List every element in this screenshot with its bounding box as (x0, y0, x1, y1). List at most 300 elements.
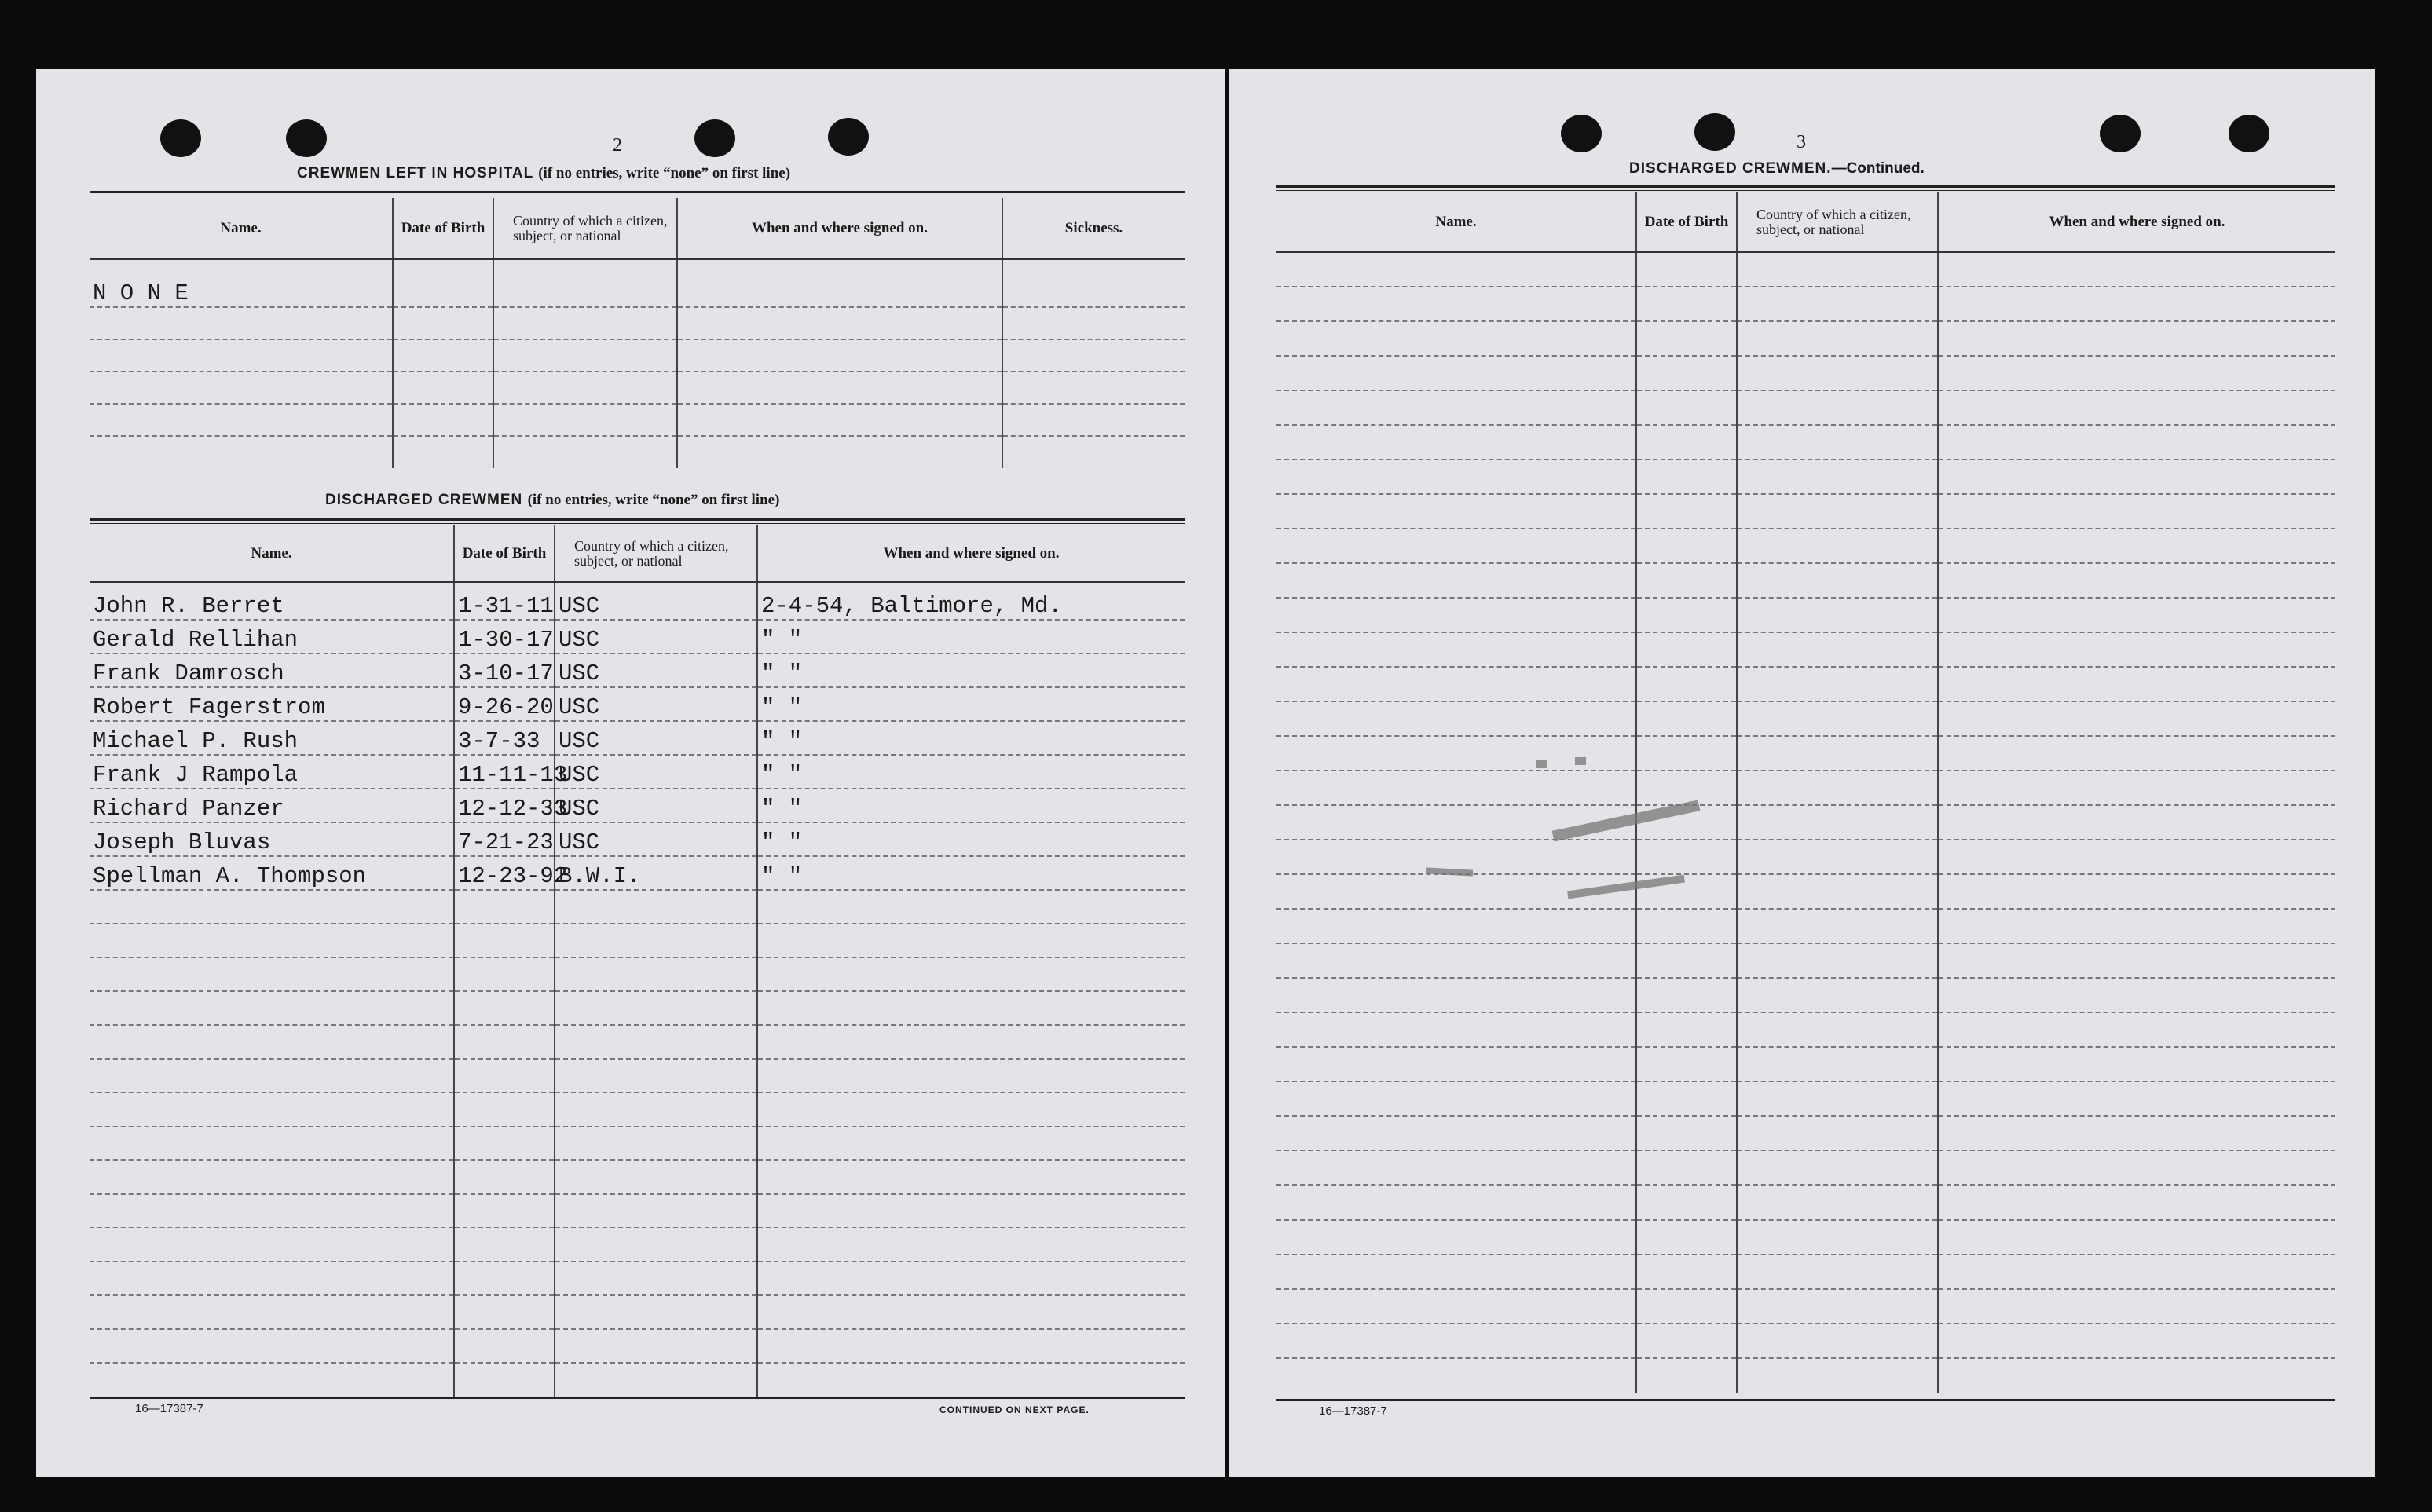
header-name: Name. (1276, 192, 1636, 252)
cell-name (90, 372, 393, 404)
table-row (1276, 459, 2335, 494)
cell-signed (1938, 840, 2335, 874)
cell-dob (454, 1160, 555, 1194)
cell-dob (1636, 667, 1737, 701)
cell-dob (393, 307, 493, 339)
cell-name (90, 307, 393, 339)
cell-name (90, 1363, 454, 1397)
cell-name (1276, 563, 1636, 598)
cell-name (1276, 1151, 1636, 1185)
cell-name: Frank Damrosch (90, 653, 454, 687)
cell-name (90, 924, 454, 957)
cell-name (90, 436, 393, 468)
table-row (90, 1160, 1185, 1194)
cell-signed (1938, 1254, 2335, 1289)
table-row (90, 1295, 1185, 1329)
table-header-row (1276, 192, 2335, 252)
cell-country (555, 1025, 757, 1059)
table-row (90, 653, 1185, 687)
punch-hole (828, 118, 869, 156)
cell-dob (393, 339, 493, 372)
hospital-subtitle-text: (if no entries, write “none” on first line) (538, 165, 791, 181)
cell-signed (1938, 1220, 2335, 1254)
cell-country (1737, 563, 1938, 598)
cell-name (1276, 494, 1636, 529)
cell-dob (454, 1329, 555, 1363)
cell-dob (454, 1228, 555, 1261)
cell-signed (1938, 1358, 2335, 1393)
cell-country (1737, 529, 1938, 563)
cell-name (1276, 1220, 1636, 1254)
table-row (1276, 321, 2335, 356)
page-number: 3 (1797, 132, 1806, 152)
cell-name: Michael P. Rush (90, 721, 454, 755)
hospital-table (90, 198, 1185, 468)
cell-name (1276, 1047, 1636, 1082)
header-dob: Date of Birth (393, 198, 493, 259)
cell-country (1737, 1254, 1938, 1289)
cell-name (1276, 252, 1636, 287)
cell-signed (1938, 943, 2335, 978)
header-country (555, 525, 757, 582)
cell-dob (454, 1059, 555, 1093)
cell-signed (1938, 529, 2335, 563)
cell-signed (1938, 1047, 2335, 1082)
form-code: 16—17387-7 (1319, 1404, 1387, 1418)
cell-country (1737, 425, 1938, 459)
cell-country (1737, 1289, 1938, 1323)
cell-name (1276, 321, 1636, 356)
cell-name (1276, 459, 1636, 494)
cell-signed (677, 436, 1002, 468)
cell-signed (1938, 356, 2335, 390)
table-row (90, 1093, 1185, 1126)
cell-signed: " " (757, 687, 1185, 721)
cell-country (1737, 598, 1938, 632)
cell-name (90, 890, 454, 924)
cell-country (1737, 390, 1938, 425)
table-top-rule (90, 191, 1185, 193)
cell-country (555, 1329, 757, 1363)
cell-name (1276, 1254, 1636, 1289)
cell-country (1737, 978, 1938, 1012)
cell-dob (1636, 1323, 1737, 1358)
cell-name (1276, 632, 1636, 667)
cell-country (1737, 840, 1938, 874)
cell-signed (677, 404, 1002, 436)
cell-dob (1636, 563, 1737, 598)
cell-name: John R. Berret (90, 582, 454, 620)
cell-dob (1636, 1289, 1737, 1323)
punch-hole (160, 119, 201, 157)
cell-country (1737, 874, 1938, 909)
cell-dob (454, 1126, 555, 1160)
cell-dob (1636, 632, 1737, 667)
table-row (90, 890, 1185, 924)
table-row (90, 1363, 1185, 1397)
cell-signed (1938, 494, 2335, 529)
cell-country (1737, 356, 1938, 390)
table-row (90, 307, 1185, 339)
cell-signed (1938, 805, 2335, 840)
cell-dob (1636, 529, 1737, 563)
cell-country (555, 924, 757, 957)
table-row (90, 856, 1185, 890)
cell-name: Gerald Rellihan (90, 620, 454, 653)
cell-name (90, 957, 454, 991)
header-sickness: Sickness. (1002, 198, 1185, 259)
hospital-section-title (297, 165, 790, 182)
form-page-left (36, 69, 1225, 1477)
table-row (90, 1261, 1185, 1295)
cell-name (1276, 1082, 1636, 1116)
faded-stamp-mark (1394, 729, 1724, 917)
table-top-rule (1276, 190, 2335, 191)
table-row (1276, 1220, 2335, 1254)
punch-hole (1694, 113, 1735, 151)
cell-country (1737, 1012, 1938, 1047)
cell-country (1737, 1151, 1938, 1185)
cell-signed (677, 339, 1002, 372)
cell-country (493, 259, 677, 307)
cell-country (1737, 736, 1938, 771)
cell-signed: " " (757, 653, 1185, 687)
cell-name (1276, 978, 1636, 1012)
punch-hole (694, 119, 735, 157)
cell-signed: " " (757, 620, 1185, 653)
cell-signed (757, 1093, 1185, 1126)
table-row (90, 1194, 1185, 1228)
table-row (1276, 1358, 2335, 1393)
cell-dob (1636, 1047, 1737, 1082)
cell-signed (757, 991, 1185, 1025)
cell-name (1276, 425, 1636, 459)
cell-sickness (1002, 436, 1185, 468)
cell-signed (1938, 701, 2335, 736)
cell-country (1737, 909, 1938, 943)
cell-signed (1938, 1289, 2335, 1323)
punch-hole (2229, 115, 2269, 152)
cell-dob (454, 1363, 555, 1397)
cell-name (1276, 356, 1636, 390)
cell-signed: " " (757, 789, 1185, 822)
cell-country (555, 1160, 757, 1194)
cell-signed (757, 924, 1185, 957)
cell-country (1737, 459, 1938, 494)
cell-country (493, 307, 677, 339)
cell-name (1276, 390, 1636, 425)
cell-signed (1938, 1012, 2335, 1047)
cell-sickness (1002, 339, 1185, 372)
cell-dob (393, 436, 493, 468)
cell-signed (757, 1261, 1185, 1295)
table-row (1276, 1047, 2335, 1082)
cell-country (555, 1363, 757, 1397)
cell-name (90, 339, 393, 372)
continued-suffix: —Continued. (1831, 160, 1925, 177)
header-signed: When and where signed on. (757, 525, 1185, 582)
table-header-row (90, 198, 1185, 259)
cell-country (1737, 321, 1938, 356)
table-row (1276, 252, 2335, 287)
cell-name (1276, 598, 1636, 632)
cell-signed (757, 1295, 1185, 1329)
header-signed: When and where signed on. (1938, 192, 2335, 252)
cell-country: USC (555, 721, 757, 755)
cell-name (1276, 1185, 1636, 1220)
discharged-continued-title (1629, 160, 1925, 178)
cell-dob (454, 890, 555, 924)
cell-name (1276, 667, 1636, 701)
cell-dob: 12-12-33 (454, 789, 555, 822)
cell-country: USC (555, 755, 757, 789)
cell-country (555, 1295, 757, 1329)
cell-country (555, 1228, 757, 1261)
cell-country: USC (555, 822, 757, 856)
cell-dob (454, 1261, 555, 1295)
cell-country: USC (555, 582, 757, 620)
cell-country (1737, 1082, 1938, 1116)
cell-dob (1636, 425, 1737, 459)
cell-country: B.W.I. (555, 856, 757, 890)
cell-dob (1636, 1358, 1737, 1393)
table-bottom-rule (1276, 1399, 2335, 1401)
table-row (90, 1025, 1185, 1059)
header-signed: When and where signed on. (677, 198, 1002, 259)
cell-sickness (1002, 372, 1185, 404)
cell-dob (1636, 1185, 1737, 1220)
table-row (90, 259, 1185, 307)
cell-dob (1636, 598, 1737, 632)
cell-signed (1938, 1323, 2335, 1358)
table-row (1276, 529, 2335, 563)
cell-name (1276, 1358, 1636, 1393)
page-number: 2 (613, 135, 622, 156)
cell-dob (1636, 287, 1737, 321)
cell-signed (757, 1329, 1185, 1363)
cell-signed (1938, 874, 2335, 909)
cell-signed (757, 1059, 1185, 1093)
cell-name (90, 404, 393, 436)
cell-dob (1636, 459, 1737, 494)
cell-country (1737, 1116, 1938, 1151)
cell-dob (1636, 390, 1737, 425)
table-row (90, 404, 1185, 436)
cell-signed: " " (757, 822, 1185, 856)
cell-signed: " " (757, 755, 1185, 789)
cell-dob (454, 957, 555, 991)
cell-dob (1636, 321, 1737, 356)
cell-dob (1636, 1220, 1737, 1254)
cell-country (493, 339, 677, 372)
cell-name (90, 1329, 454, 1363)
cell-signed (677, 372, 1002, 404)
table-row (1276, 563, 2335, 598)
cell-country (1737, 252, 1938, 287)
cell-name (1276, 529, 1636, 563)
cell-dob: 1-31-11 (454, 582, 555, 620)
table-row (1276, 287, 2335, 321)
table-row (1276, 1323, 2335, 1358)
cell-country: USC (555, 620, 757, 653)
table-top-rule (90, 523, 1185, 524)
table-row (90, 620, 1185, 653)
form-page-right (1229, 69, 2375, 1477)
cell-dob: 9-26-20 (454, 687, 555, 721)
cell-name: Joseph Bluvas (90, 822, 454, 856)
cell-signed (1938, 598, 2335, 632)
cell-dob (454, 1093, 555, 1126)
cell-name: Spellman A. Thompson (90, 856, 454, 890)
cell-name: Richard Panzer (90, 789, 454, 822)
table-row (90, 822, 1185, 856)
cell-signed (1938, 771, 2335, 805)
punch-hole (2100, 115, 2141, 152)
cell-signed (1938, 667, 2335, 701)
cell-country (493, 372, 677, 404)
cell-name (1276, 287, 1636, 321)
cell-dob: 3-7-33 (454, 721, 555, 755)
table-row (1276, 978, 2335, 1012)
discharged-table (90, 525, 1185, 1397)
table-row (1276, 632, 2335, 667)
cell-signed (1938, 390, 2335, 425)
cell-dob (1636, 356, 1737, 390)
table-row (90, 582, 1185, 620)
cell-dob: 3-10-17 (454, 653, 555, 687)
header-country-text: Country of which a citizen, subject, or national (574, 537, 729, 569)
header-country (493, 198, 677, 259)
cell-dob (1636, 1012, 1737, 1047)
table-row (90, 687, 1185, 721)
cell-signed (757, 1160, 1185, 1194)
cell-signed (1938, 1151, 2335, 1185)
cell-country (555, 1093, 757, 1126)
cell-country (555, 957, 757, 991)
cell-signed (757, 1228, 1185, 1261)
cell-sickness (1002, 259, 1185, 307)
discharged-table-body (90, 582, 1185, 1397)
table-row (1276, 943, 2335, 978)
cell-name: N O N E (90, 259, 393, 307)
cell-name (90, 1295, 454, 1329)
cell-signed (1938, 252, 2335, 287)
cell-sickness (1002, 307, 1185, 339)
table-row (90, 1059, 1185, 1093)
cell-signed: " " (757, 856, 1185, 890)
cell-dob (1636, 1254, 1737, 1289)
cell-name (90, 1093, 454, 1126)
table-bottom-rule (90, 1397, 1185, 1399)
cell-signed (677, 307, 1002, 339)
table-row (1276, 390, 2335, 425)
cell-dob (454, 1194, 555, 1228)
cell-name (1276, 943, 1636, 978)
header-name: Name. (90, 198, 393, 259)
table-row (90, 924, 1185, 957)
cell-dob (393, 372, 493, 404)
table-top-rule (1276, 185, 2335, 188)
cell-country (1737, 943, 1938, 978)
cell-signed (677, 259, 1002, 307)
discharged-section-title (325, 492, 779, 509)
cell-country (1737, 1185, 1938, 1220)
table-row (90, 991, 1185, 1025)
form-code: 16—17387-7 (135, 1402, 203, 1415)
cell-dob (1636, 252, 1737, 287)
cell-dob (393, 259, 493, 307)
cell-dob (1636, 1082, 1737, 1116)
cell-signed (1938, 978, 2335, 1012)
cell-signed (1938, 425, 2335, 459)
cell-country: USC (555, 687, 757, 721)
table-row (90, 721, 1185, 755)
table-row (90, 436, 1185, 468)
cell-name (1276, 1323, 1636, 1358)
table-row (1276, 494, 2335, 529)
table-row (90, 957, 1185, 991)
cell-signed (757, 1194, 1185, 1228)
cell-country (555, 991, 757, 1025)
cell-signed (757, 1126, 1185, 1160)
table-row (1276, 1012, 2335, 1047)
cell-signed (757, 1025, 1185, 1059)
cell-dob (454, 1025, 555, 1059)
cell-name (90, 1126, 454, 1160)
table-top-rule (90, 518, 1185, 521)
cell-country (1737, 632, 1938, 667)
table-row (90, 1126, 1185, 1160)
cell-country: USC (555, 653, 757, 687)
table-header-row (90, 525, 1185, 582)
cell-dob (1636, 1116, 1737, 1151)
cell-country (1737, 771, 1938, 805)
table-row (90, 1228, 1185, 1261)
discharged-subtitle-text: (if no entries, write “none” on first line) (527, 492, 780, 508)
cell-dob (1636, 494, 1737, 529)
table-row (90, 339, 1185, 372)
cell-country (1737, 1220, 1938, 1254)
cell-name (90, 1228, 454, 1261)
table-row (1276, 1151, 2335, 1185)
table-row (1276, 1254, 2335, 1289)
table-row (1276, 598, 2335, 632)
cell-signed (1938, 459, 2335, 494)
continued-note: CONTINUED ON NEXT PAGE. (939, 1404, 1090, 1415)
cell-name (1276, 1289, 1636, 1323)
cell-dob (1636, 1151, 1737, 1185)
cell-dob: 1-30-17 (454, 620, 555, 653)
cell-dob (1636, 978, 1737, 1012)
cell-signed (757, 890, 1185, 924)
table-row (1276, 356, 2335, 390)
header-dob: Date of Birth (454, 525, 555, 582)
cell-name (1276, 1116, 1636, 1151)
table-row (90, 755, 1185, 789)
cell-country (1737, 494, 1938, 529)
table-row (1276, 1185, 2335, 1220)
cell-name (90, 1025, 454, 1059)
discharged-continued-title-text: DISCHARGED CREWMEN. (1629, 160, 1832, 177)
cell-country: USC (555, 789, 757, 822)
table-row (1276, 1082, 2335, 1116)
cell-sickness (1002, 404, 1185, 436)
cell-country (1737, 1358, 1938, 1393)
cell-dob: 11-11-13 (454, 755, 555, 789)
cell-country (1737, 667, 1938, 701)
cell-country (555, 1059, 757, 1093)
cell-signed (757, 1363, 1185, 1397)
